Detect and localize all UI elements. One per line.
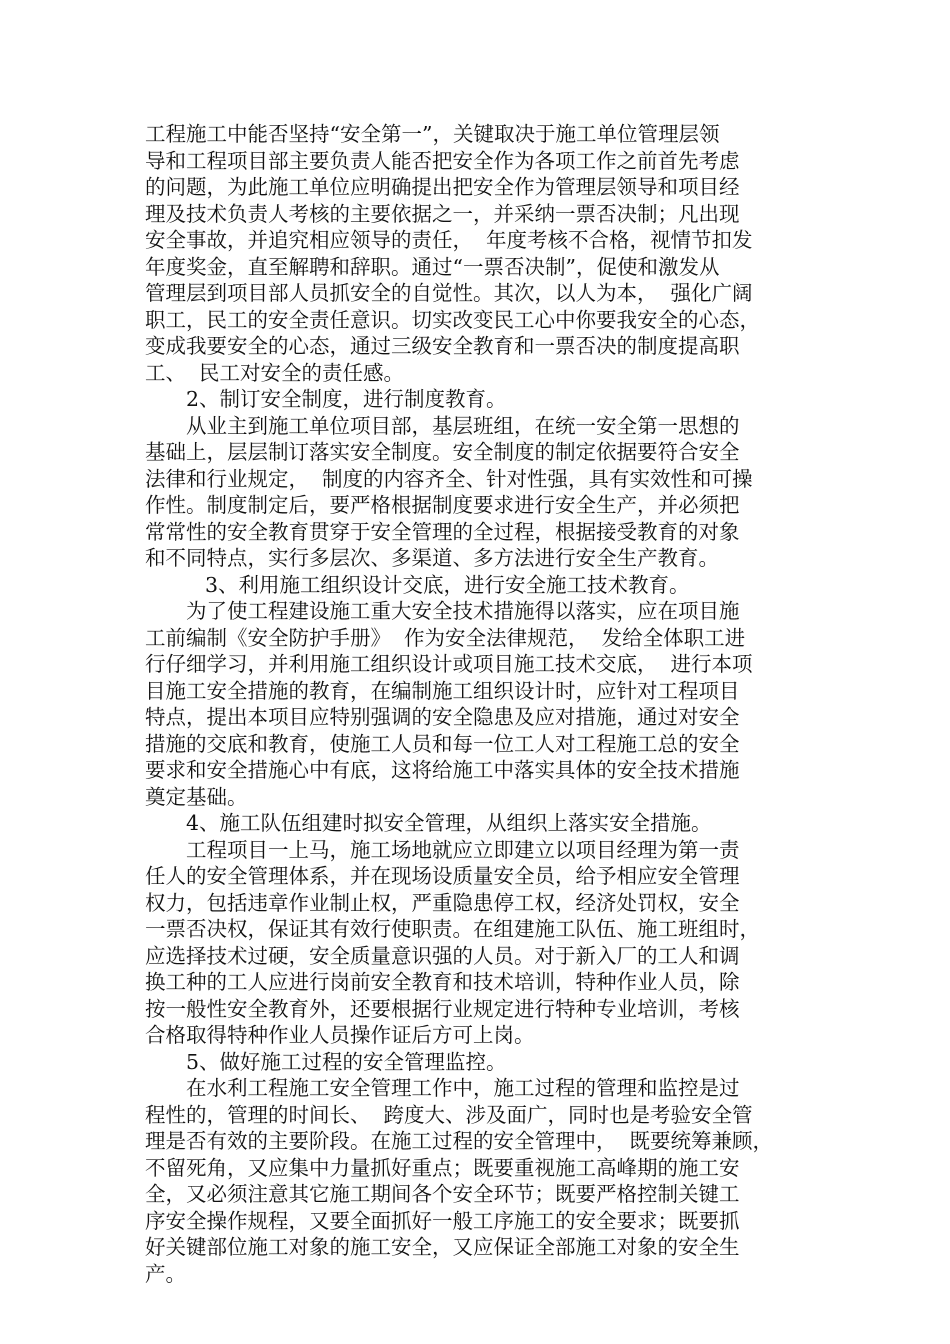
- text-line: 程性的，管理的时间长、 跨度大、涉及面广，同时也是考验安全管: [145, 1102, 753, 1127]
- text-line: 换工种的工人应进行岗前安全教育和技术培训，特种作业人员，除: [145, 970, 740, 994]
- text-line: 基础上，层层制订落实安全制度。安全制度的制定依据要符合安全: [145, 440, 740, 464]
- text-line: 常常性的安全教育贯穿于安全管理的全过程，根据接受教育的对象: [145, 519, 740, 544]
- text-line: 导和工程项目部主要负责人能否把安全作为各项工作之前首先考虑: [145, 148, 740, 173]
- text-line: 措施的交底和教育，使施工人员和每一位工人对工程施工总的安全: [145, 731, 740, 756]
- text-line: 应选择技术过硬，安全质量意识强的人员。对于新入厂的工人和调: [145, 943, 740, 968]
- text-line: 奠定基础。: [145, 784, 248, 809]
- text-line: 合格取得特种作业人员操作证后方可上岗。: [145, 1023, 535, 1047]
- text-line: 全，又必须注意其它施工期间各个安全环节；既要严格控制关键工: [145, 1182, 740, 1206]
- section-heading: 2、制订安全制度，进行制度教育。: [186, 387, 507, 411]
- text-line: 在水利工程施工安全管理工作中，施工过程的管理和监控是过: [186, 1076, 740, 1100]
- text-line: 目施工安全措施的教育，在编制施工组织设计时，应针对工程项目: [145, 678, 740, 703]
- text-line: 行仔细学习，并利用施工组织设计或项目施工技术交底， 进行本项: [145, 652, 753, 676]
- text-line: 工程施工中能否坚持“安全第一”，关键取决于施工单位管理层领: [145, 122, 720, 146]
- text-line: 按一般性安全教育外，还要根据行业规定进行特种专业培训，考核: [145, 996, 740, 1021]
- text-line: 特点，提出本项目应特别强调的安全隐患及应对措施，通过对安全: [145, 705, 740, 729]
- section-heading: 3、利用施工组织设计交底，进行安全施工技术教育。: [205, 572, 690, 597]
- text-line: 变成我要安全的心态，通过三级安全教育和一票否决的制度提高职: [145, 334, 740, 358]
- text-line: 职工，民工的安全责任意识。切实改变民工心中你要我安全的心态，: [145, 307, 760, 332]
- text-line: 任人的安全管理体系，并在现场设质量安全员，给予相应安全管理: [145, 864, 740, 888]
- text-line: 不留死角，又应集中力量抓好重点；既要重视施工高峰期的施工安: [145, 1155, 740, 1180]
- text-line: 为了使工程建设施工重大安全技术措施得以落实，应在项目施: [186, 599, 740, 623]
- text-line: 作性。制度制定后，要严格根据制度要求进行安全生产，并必须把: [145, 493, 740, 517]
- text-line: 从业主到施工单位项目部，基层班组，在统一安全第一思想的: [186, 413, 740, 438]
- text-line: 工、 民工对安全的责任感。: [145, 360, 405, 385]
- text-line: 安全事故，并追究相应领导的责任， 年度考核不合格，视情节扣发: [145, 228, 753, 252]
- text-line: 和不同特点，实行多层次、多渠道、多方法进行安全生产教育。: [145, 546, 719, 570]
- text-line: 工前编制《安全防护手册》 作为安全法律规范， 发给全体职工进: [145, 625, 746, 650]
- text-line: 好关键部位施工对象的施工安全，又应保证全部施工对象的安全生: [145, 1235, 740, 1259]
- text-line: 的问题，为此施工单位应明确提出把安全作为管理层领导和项目经: [145, 175, 740, 199]
- text-line: 理及技术负责人考核的主要依据之一，并采纳一票否决制；凡出现: [145, 201, 740, 226]
- section-heading: 5、做好施工过程的安全管理监控。: [186, 1049, 507, 1074]
- text-line: 一票否决权，保证其有效行使职责。在组建施工队伍、施工班组时，: [145, 917, 760, 941]
- text-line: 要求和安全措施心中有底，这将给施工中落实具体的安全技术措施: [145, 758, 740, 782]
- text-line: 理是否有效的主要阶段。在施工过程的安全管理中， 既要统筹兼顾，: [145, 1129, 774, 1153]
- document-page: [145, 121, 807, 1287]
- text-line: 法律和行业规定， 制度的内容齐全、针对性强，具有实效性和可操: [145, 466, 753, 491]
- text-line: 管理层到项目部人员抓安全的自觉性。其次，以人为本， 强化广阔: [145, 281, 753, 305]
- section-heading: 4、施工队伍组建时拟安全管理，从组织上落实安全措施。: [186, 811, 712, 835]
- text-line: 权力，包括违章作业制止权，严重隐患停工权，经济处罚权，安全: [145, 890, 740, 915]
- text-line: 年度奖金，直至解聘和辞职。通过“一票否决制”，促使和激发从: [145, 254, 720, 279]
- text-line: 工程项目一上马，施工场地就应立即建立以项目经理为第一责: [186, 837, 740, 862]
- text-line: 产。: [145, 1261, 186, 1286]
- text-line: 序安全操作规程，又要全面抓好一般工序施工的安全要求；既要抓: [145, 1208, 740, 1233]
